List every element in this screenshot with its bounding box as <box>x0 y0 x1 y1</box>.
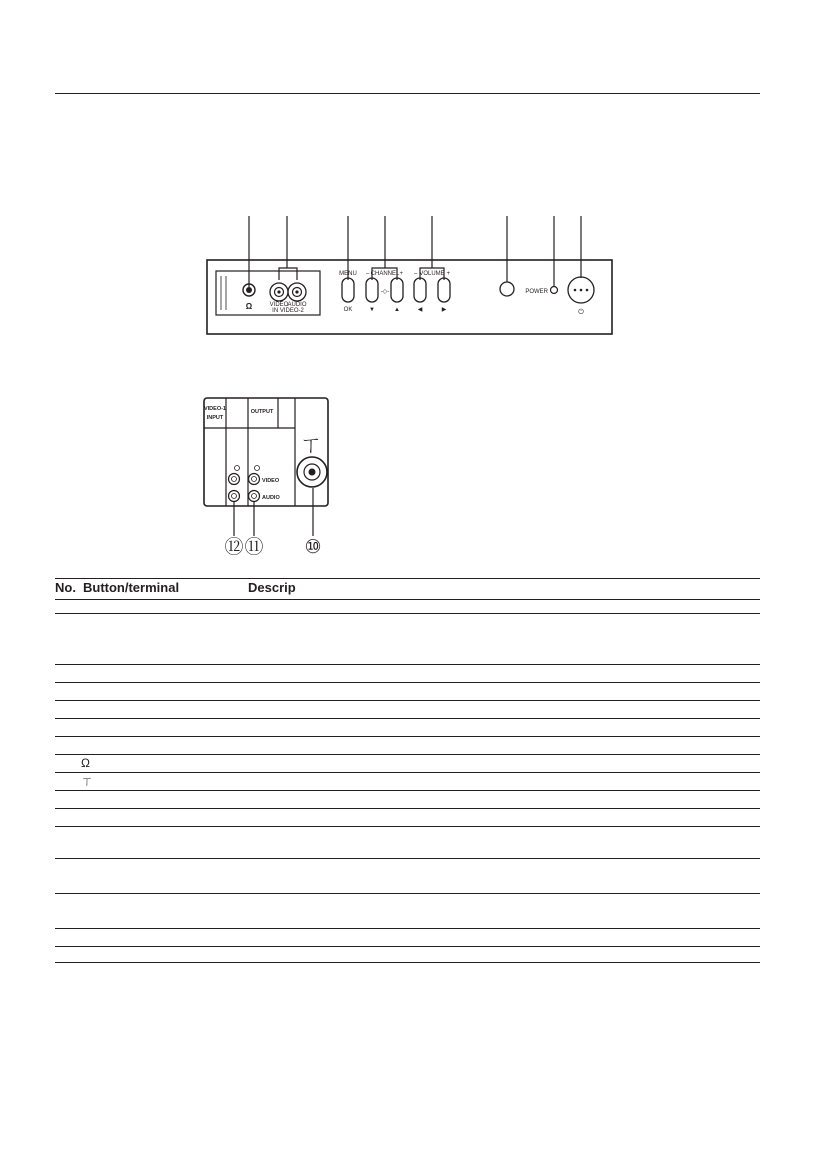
callout-12: ⑫ <box>224 536 244 558</box>
volume-minus: – <box>414 271 418 277</box>
row-divider <box>55 682 760 683</box>
front-panel-figure <box>0 0 817 560</box>
channel-down-arrow: ▼ <box>369 307 375 313</box>
channel-minus: – <box>366 271 370 277</box>
channel-up-button <box>391 278 403 302</box>
volume-left-arrow: ◀ <box>417 307 423 313</box>
volume-label: VOLUME <box>419 271 445 277</box>
row-divider <box>55 718 760 719</box>
in-video-label: IN VIDEO-2 <box>272 308 304 314</box>
row-divider <box>55 772 760 773</box>
volume-up-button <box>438 278 450 302</box>
row-divider <box>55 826 760 827</box>
antenna-row-icon: ㄒ <box>81 774 94 788</box>
volume-plus: + <box>446 271 450 277</box>
row-divider <box>55 928 760 929</box>
header-no: No. <box>55 580 76 595</box>
table-header <box>55 578 760 600</box>
row-divider <box>55 790 760 791</box>
remote-sensor <box>500 282 514 296</box>
channel-up-arrow: ▲ <box>394 307 400 313</box>
front-av-door <box>216 271 320 315</box>
row-divider <box>55 700 760 701</box>
volume-down-button <box>414 278 426 302</box>
menu-button <box>342 278 354 302</box>
menu-label: MENU <box>339 271 357 277</box>
table-bottom-rule <box>55 962 760 963</box>
headphone-row-icon: Ω <box>81 756 90 770</box>
rear-video-label: VIDEO <box>262 478 280 484</box>
header-description: Descrip <box>248 580 296 595</box>
audio-label: AUDIO <box>287 302 307 308</box>
channel-plus: + <box>399 271 403 277</box>
row-divider <box>55 613 760 614</box>
video-input-label: VIDEO-1 <box>203 406 227 412</box>
video-label: VIDEO <box>269 302 289 308</box>
ok-label: OK <box>343 307 353 313</box>
channel-down-button <box>366 278 378 302</box>
input-video-jack <box>229 474 240 485</box>
callout-10: ⑩ <box>304 536 322 558</box>
row-divider <box>55 808 760 809</box>
section-divider <box>55 858 760 859</box>
row-divider <box>55 664 760 665</box>
output-label: OUTPUT <box>250 409 274 415</box>
callout-bracket-2 <box>279 268 297 280</box>
row-divider <box>55 754 760 755</box>
channel-label: CHANNEL <box>370 271 400 277</box>
input-audio-jack <box>229 491 240 502</box>
output-audio-jack <box>249 491 260 502</box>
volume-right-arrow: ▶ <box>441 307 447 313</box>
headphone-symbol: Ω <box>245 302 253 311</box>
channel-symbol: -◇- <box>380 289 390 295</box>
power-indicator <box>551 287 558 294</box>
row-divider <box>55 946 760 947</box>
header-button-terminal: Button/terminal <box>83 580 180 595</box>
antenna-symbol: ㄒ <box>299 432 323 457</box>
rear-audio-label: AUDIO <box>262 495 280 501</box>
row-divider <box>55 736 760 737</box>
power-symbol: ⏻ <box>578 309 584 316</box>
row-divider <box>55 893 760 894</box>
output-video-jack <box>249 474 260 485</box>
callout-11: ⑪ <box>244 536 264 558</box>
power-label: POWER <box>525 289 548 295</box>
input-label: INPUT <box>206 415 224 421</box>
